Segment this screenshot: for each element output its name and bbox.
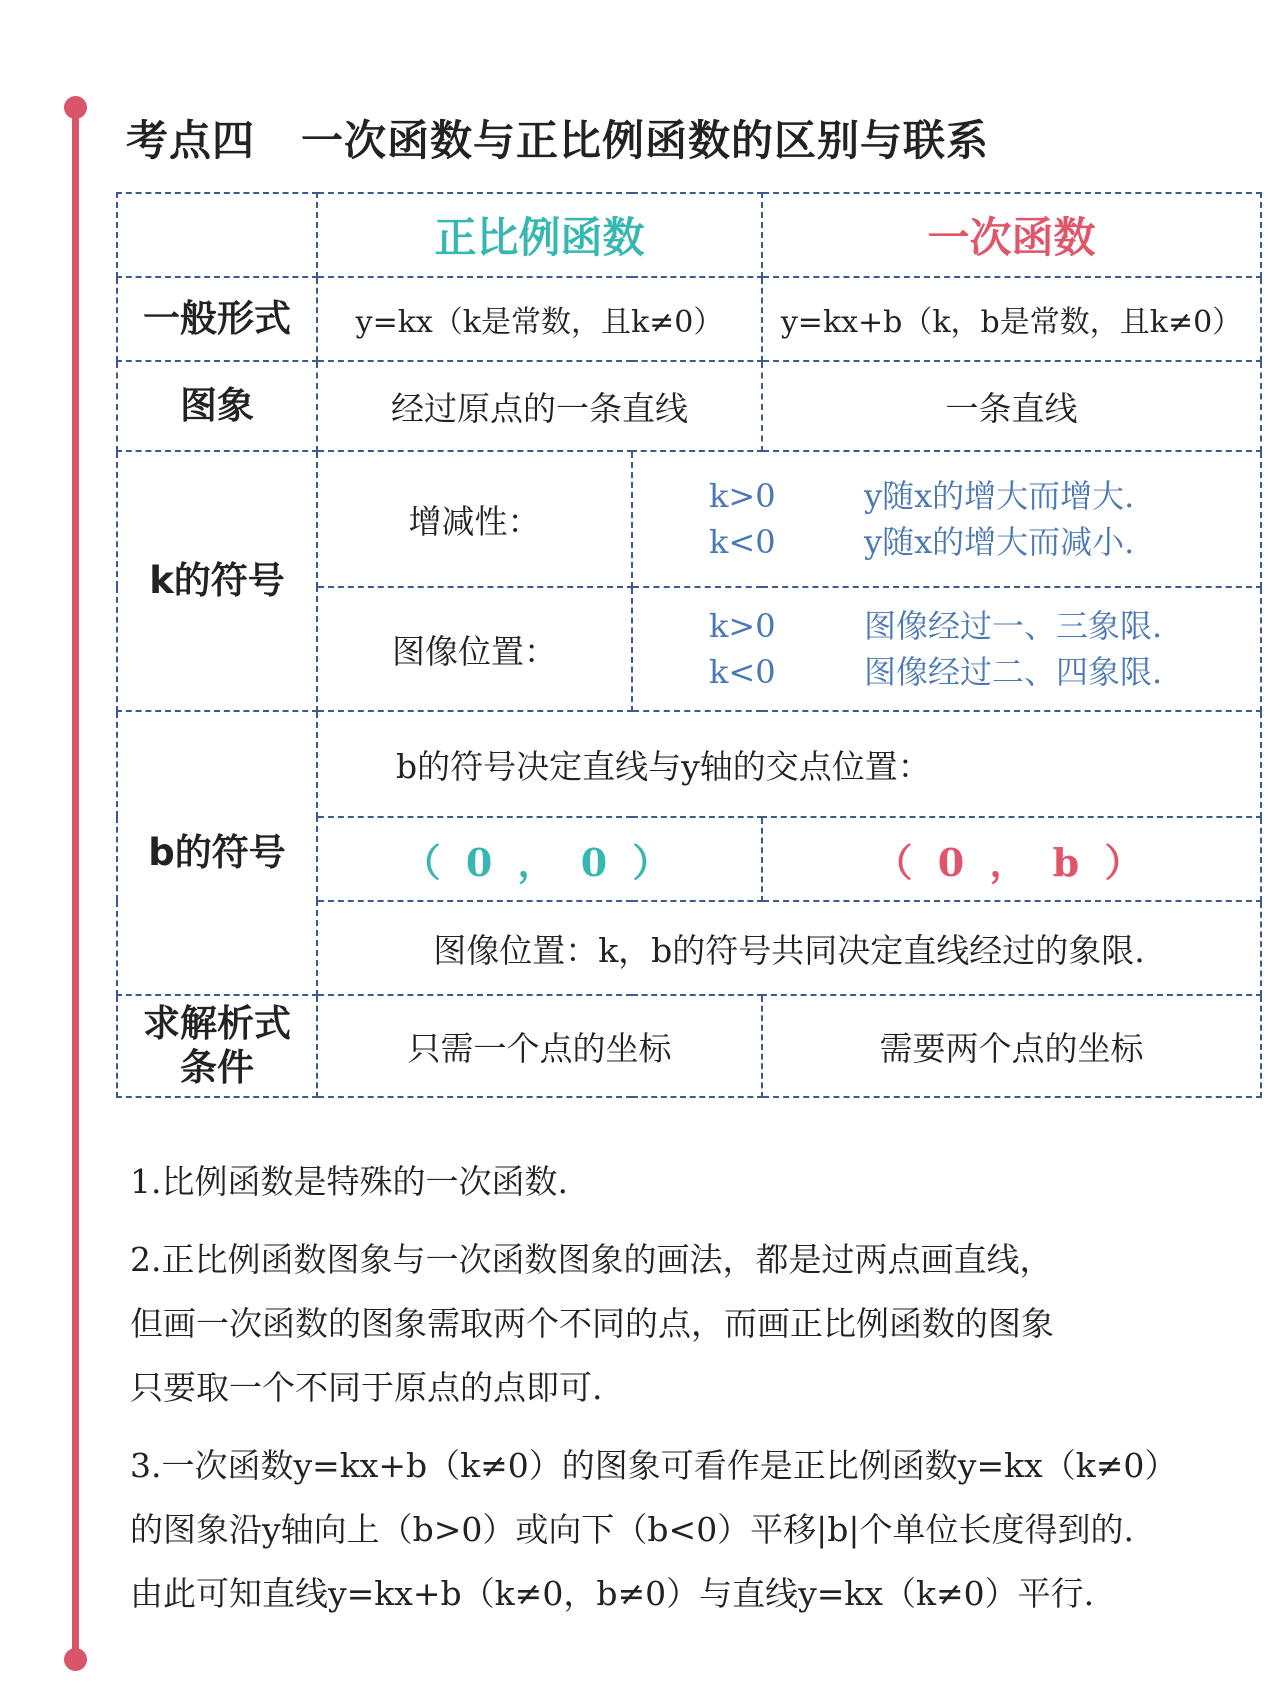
header-linear: 一次函数 (762, 193, 1261, 277)
solve-label-line2: 条件 (180, 1046, 254, 1089)
general-form-linear: y=kx+b（k，b是常数，且k≠0） (762, 277, 1261, 361)
row-solve (117, 995, 1261, 1097)
note-1-text: 1.比例函数是特殊的一次函数. (130, 1162, 568, 1201)
note-1 (130, 1150, 1270, 1214)
solve-proportional: 只需一个点的坐标 (317, 995, 762, 1097)
desc-text: y随x的增大而减小. (864, 523, 1135, 561)
b-sign-outro: 图像位置：k，b的符号共同决定直线经过的象限. (317, 901, 1261, 995)
row-k-monotonic (117, 451, 1261, 587)
note-2-line2: 但画一次函数的图象需取两个不同的点，而画正比例函数的图象 (130, 1304, 1054, 1343)
margin-line (72, 104, 79, 1659)
monotonic-label: 增减性： (317, 451, 632, 587)
b-coord-proportional: （ 0 ， 0 ） (317, 817, 762, 901)
general-form-label: 一般形式 (117, 277, 317, 361)
k-sign-label: k的符号 (117, 451, 317, 711)
b-sign-intro: b的符号决定直线与y轴的交点位置： (317, 711, 1261, 817)
page-title (126, 108, 989, 168)
note-2 (130, 1228, 1270, 1420)
position-row-positive (633, 603, 1260, 649)
title-main: 一次函数与正比例函数的区别与联系 (301, 116, 990, 165)
margin-dot-top (64, 96, 87, 119)
desc-text: y随x的增大而增大. (864, 477, 1135, 515)
notes (130, 1150, 1270, 1640)
note-3-line2: 的图象沿y轴向上（b>0）或向下（b<0）平移|b|个单位长度得到的. (130, 1510, 1135, 1549)
b-sign-label: b的符号 (117, 711, 317, 995)
desc-text: 图像经过二、四象限. (864, 653, 1163, 691)
title-prefix: 考点四 (126, 116, 256, 165)
note-3-line3: 由此可知直线y=kx+b（k≠0，b≠0）与直线y=kx（k≠0）平行. (130, 1574, 1095, 1613)
table-header-row (117, 193, 1261, 277)
solve-label (117, 995, 317, 1097)
header-empty-cell (117, 193, 317, 277)
graph-proportional: 经过原点的一条直线 (317, 361, 762, 451)
monotonic-content (632, 451, 1261, 587)
b-coord-linear: （ 0 ， b ） (762, 817, 1261, 901)
graph-label: 图象 (117, 361, 317, 451)
graph-linear: 一条直线 (762, 361, 1261, 451)
cond-text: k<0 (709, 653, 776, 691)
position-label: 图像位置： (317, 587, 632, 711)
header-proportional: 正比例函数 (317, 193, 762, 277)
monotonic-row-negative (633, 519, 1260, 565)
margin-dot-bottom (64, 1648, 87, 1671)
row-general-form (117, 277, 1261, 361)
monotonic-row-positive (633, 473, 1260, 519)
cond-text: k<0 (709, 523, 776, 561)
row-graph (117, 361, 1261, 451)
position-content (632, 587, 1261, 711)
solve-label-line1: 求解析式 (143, 1001, 291, 1045)
position-row-negative (633, 649, 1260, 695)
cond-text: k>0 (709, 607, 776, 645)
desc-text: 图像经过一、三象限. (864, 607, 1163, 645)
note-3 (130, 1434, 1270, 1626)
note-2-line1: 2.正比例函数图象与一次函数图象的画法，都是过两点画直线， (130, 1240, 1053, 1279)
note-2-line3: 只要取一个不同于原点的点即可. (130, 1368, 603, 1407)
row-b-intro (117, 711, 1261, 817)
note-3-line1: 3.一次函数y=kx+b（k≠0）的图象可看作是正比例函数y=kx（k≠0） (130, 1446, 1178, 1485)
general-form-proportional: y=kx（k是常数，且k≠0） (317, 277, 762, 361)
cond-text: k>0 (709, 477, 776, 515)
solve-linear: 需要两个点的坐标 (762, 995, 1261, 1097)
comparison-table (116, 192, 1262, 1098)
